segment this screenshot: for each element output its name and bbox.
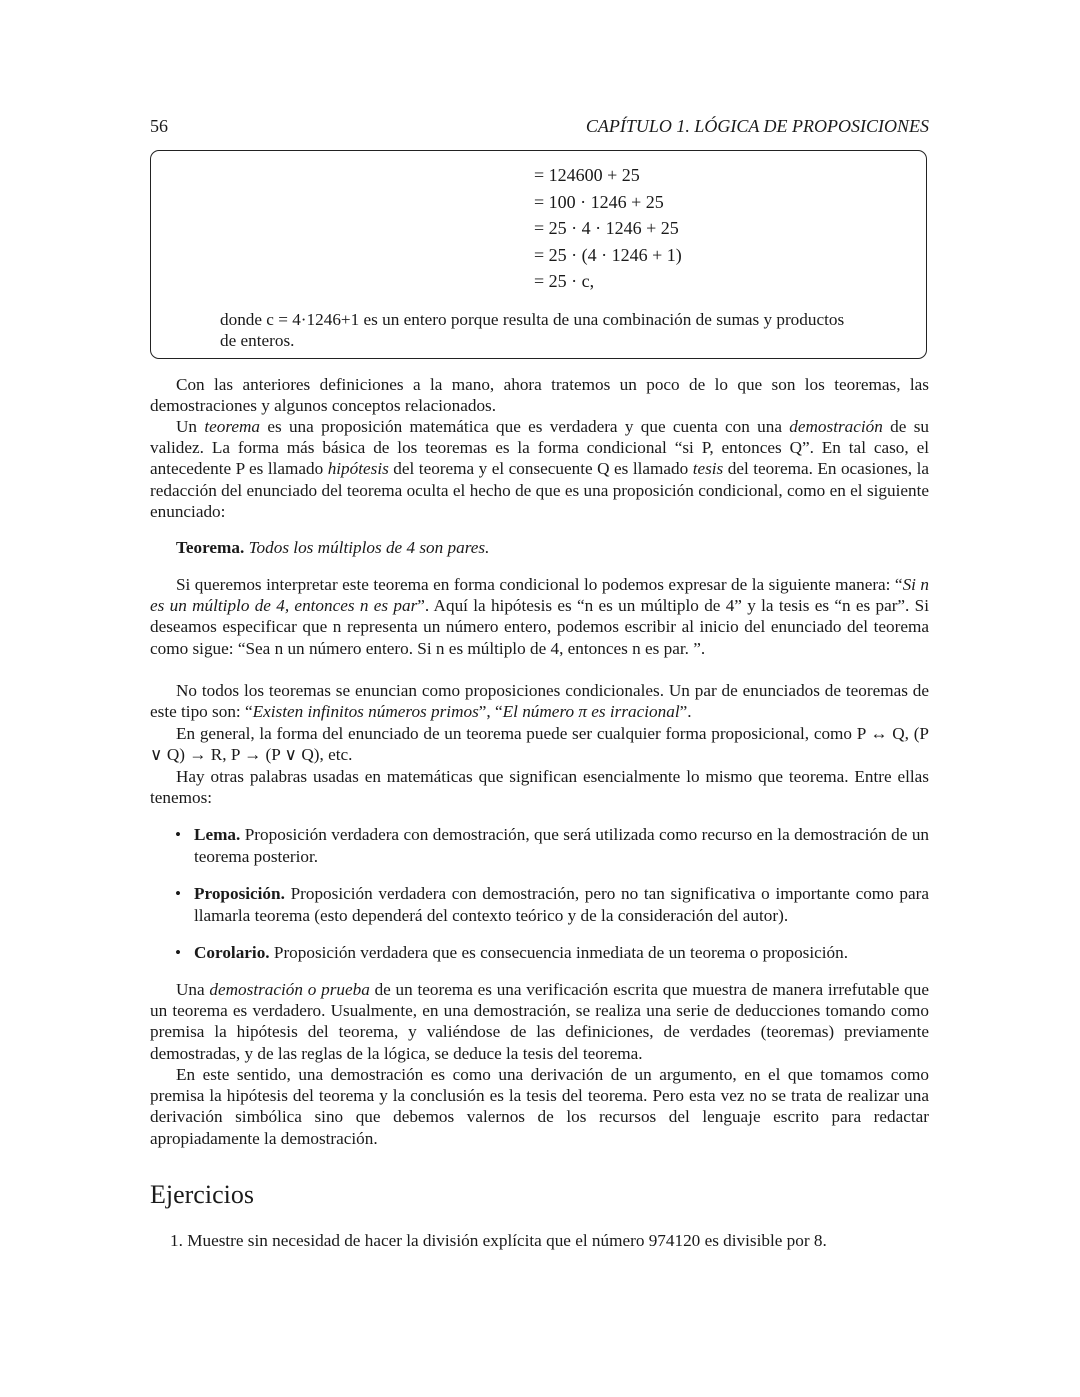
theorem-statement bbox=[176, 538, 489, 558]
list-item-corolario: • Corolario. Proposición verdadera que es consecuencia inmediata de un teorema o proposición. bbox=[175, 943, 849, 962]
equation-line: = 100 · 1246 + 25 bbox=[534, 192, 664, 212]
bullet-icon: • bbox=[175, 825, 182, 844]
theorem-text: Todos los múltiplos de 4 son pares. bbox=[248, 538, 490, 557]
section-title-ejercicios: Ejercicios bbox=[150, 1180, 254, 1209]
theorem-label: Teorema. bbox=[176, 538, 245, 557]
paragraph-derivacion: En este sentido, una demostración es como una derivación de un argumento, en el que tomamos como premisa la hipótesis del teorema y la conclusión es la tesis del teorema. Pero esta vez no se trata de realizar una derivación simbólica sino que debemos valernos de los recursos del lenguaje escrito para redactar apropiadamente la demostración. bbox=[150, 1065, 929, 1148]
equation-line: = 124600 + 25 bbox=[534, 165, 640, 185]
equation-line: = 25 · (4 · 1246 + 1) bbox=[534, 245, 682, 265]
paragraph-synonyms: Hay otras palabras usadas en matemáticas que significan esencialmente lo mismo que teorema. Entre ellas tenemos: bbox=[150, 767, 929, 808]
paragraph-demostracion: Una demostración o prueba de un teorema es una verificación escrita que muestra de manera irrefutable que un teorema es verdadero. Usualmente, en una demostración, se realiza una serie de deducciones tomando como premisa la hipótesis del teorema, y valiéndose de las definiciones, de verdades (teoremas) previamente demostradas, y de las reglas de la lógica, se deduce la tesis del teorema. bbox=[150, 980, 929, 1063]
equation-line: = 25 · 4 · 1246 + 25 bbox=[534, 218, 679, 238]
paragraph-non-conditional: No todos los teoremas se enuncian como proposiciones condicionales. Un par de enunciados de teoremas de este tipo son: “Existen infinitos números primos”, “El número π es irracional”. bbox=[150, 681, 929, 722]
page-number: 56 bbox=[150, 116, 168, 136]
exercise-item bbox=[170, 1231, 827, 1251]
box-conclusion-line: de enteros. bbox=[220, 331, 295, 350]
exercise-text: Muestre sin necesidad de hacer la división explícita que el número 974120 es divisible por 8. bbox=[187, 1231, 827, 1250]
exercise-number: 1. bbox=[170, 1231, 183, 1250]
list-item-lema: • Lema. Proposición verdadera con demostración, que será utilizada como recurso en la demostración de un teorema posterior. bbox=[175, 825, 930, 866]
paragraph-general-form: En general, la forma del enunciado de un teorema puede ser cualquier forma proposicional, como P ↔ Q, (P ∨ Q) → R, P → (P ∨ Q), etc. bbox=[150, 724, 929, 765]
box-conclusion bbox=[220, 309, 910, 351]
page-header bbox=[150, 116, 929, 138]
bullet-icon: • bbox=[175, 943, 182, 962]
chapter-title: CAPÍTULO 1. LÓGICA DE PROPOSICIONES bbox=[585, 116, 929, 136]
bullet-icon: • bbox=[175, 884, 182, 903]
paragraph-intro: Con las anteriores definiciones a la mano, ahora tratemos un poco de lo que son los teoremas, las demostraciones y algunos conceptos relacionados. bbox=[150, 375, 929, 416]
equation-line: = 25 · c, bbox=[534, 271, 595, 291]
box-conclusion-line: donde c = 4·1246+1 es un entero porque resulta de una combinación de sumas y productos bbox=[220, 310, 845, 329]
list-item-proposicion: • Proposición. Proposición verdadera con demostración, pero no tan significativa o importante como para llamarla teorema (esto dependerá del contexto teórico y de la consideración del autor). bbox=[175, 884, 929, 925]
paragraph-teorema-definition: Un teorema es una proposición matemática que es verdadera y que cuenta con una demostración de su validez. La forma más básica de los teoremas es la forma condicional “si P, entonces Q”. En tal caso, el antecedente P es llamado hipótesis del teorema y el consecuente Q es llamado tesis del teorema. En ocasiones, la redacción del enunciado del teorema oculta el hecho de que es una proposición condicional, como en el siguiente enunciado: bbox=[150, 417, 929, 521]
paragraph-conditional-form: Si queremos interpretar este teorema en forma condicional lo podemos expresar de la siguiente manera: “Si n es un múltiplo de 4, entonces n es par”. Aquí la hipótesis es “n es un múltiplo de 4” y la tesis es “n es par”. Si deseamos especificar que n representa un número entero, podemos escribir al inicio del enunciado del teorema como sigue: “Sea n un número entero. Si n es múltiplo de 4, entonces n es par. ”. bbox=[150, 575, 929, 658]
